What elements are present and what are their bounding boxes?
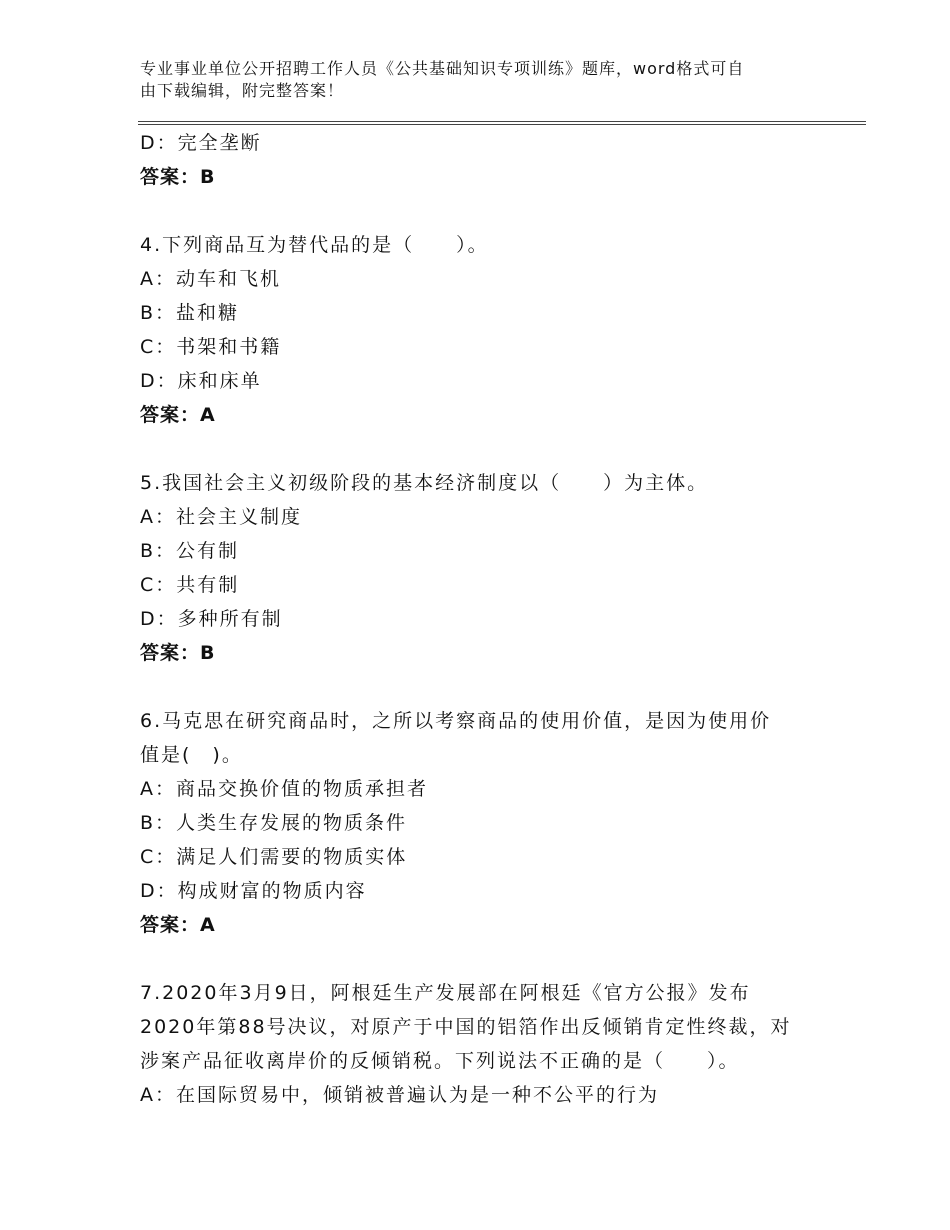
spacer	[140, 194, 840, 228]
question-stem-line-1: 6.马克思在研究商品时，之所以考察商品的使用价值，是因为使用价	[140, 710, 772, 732]
question-4	[140, 228, 840, 432]
question-6	[140, 704, 840, 942]
header-line-1: 专业事业单位公开招聘工作人员《公共基础知识专项训练》题库，word格式可自	[140, 59, 745, 78]
option-c: C：书架和书籍	[140, 336, 282, 358]
option-c: C：满足人们需要的物质实体	[140, 846, 408, 868]
option-a: A：在国际贸易中，倾销被普遍认为是一种不公平的行为	[140, 1084, 659, 1106]
header-divider	[138, 121, 866, 125]
question-stem-line-1: 7.2020年3月9日，阿根廷生产发展部在阿根廷《官方公报》发布	[140, 982, 751, 1004]
spacer	[140, 432, 840, 466]
option-d: D：完全垄断	[140, 132, 262, 154]
option-b: B：公有制	[140, 540, 240, 562]
page-header	[140, 58, 830, 102]
question-content	[140, 126, 840, 1112]
question-5	[140, 466, 840, 670]
option-d: D：床和床单	[140, 370, 262, 392]
option-a: A：动车和飞机	[140, 268, 281, 290]
question-stem-line-3: 涉案产品征收离岸价的反倾销税。下列说法不正确的是（ ）。	[140, 1050, 740, 1072]
spacer	[140, 670, 840, 704]
answer: 答案：A	[140, 914, 216, 936]
answer: 答案：B	[140, 166, 216, 188]
question-stem-line-2: 值是( )。	[140, 744, 243, 766]
option-c: C：共有制	[140, 574, 240, 596]
question-stem-line-2: 2020年第88号决议，对原产于中国的铝箔作出反倾销肯定性终裁，对	[140, 1016, 792, 1038]
option-a: A：社会主义制度	[140, 506, 302, 528]
question-stem: 5.我国社会主义初级阶段的基本经济制度以（ ）为主体。	[140, 472, 709, 494]
option-b: B：盐和糖	[140, 302, 240, 324]
option-a: A：商品交换价值的物质承担者	[140, 778, 428, 800]
answer: 答案：A	[140, 404, 216, 426]
option-d: D：多种所有制	[140, 608, 283, 630]
answer: 答案：B	[140, 642, 216, 664]
option-b: B：人类生存发展的物质条件	[140, 812, 408, 834]
header-line-2: 由下载编辑，附完整答案！	[140, 81, 345, 100]
question-3-tail	[140, 126, 840, 194]
spacer	[140, 942, 840, 976]
question-7	[140, 976, 840, 1112]
option-d: D：构成财富的物质内容	[140, 880, 367, 902]
question-stem: 4.下列商品互为替代品的是（ ）。	[140, 234, 489, 256]
